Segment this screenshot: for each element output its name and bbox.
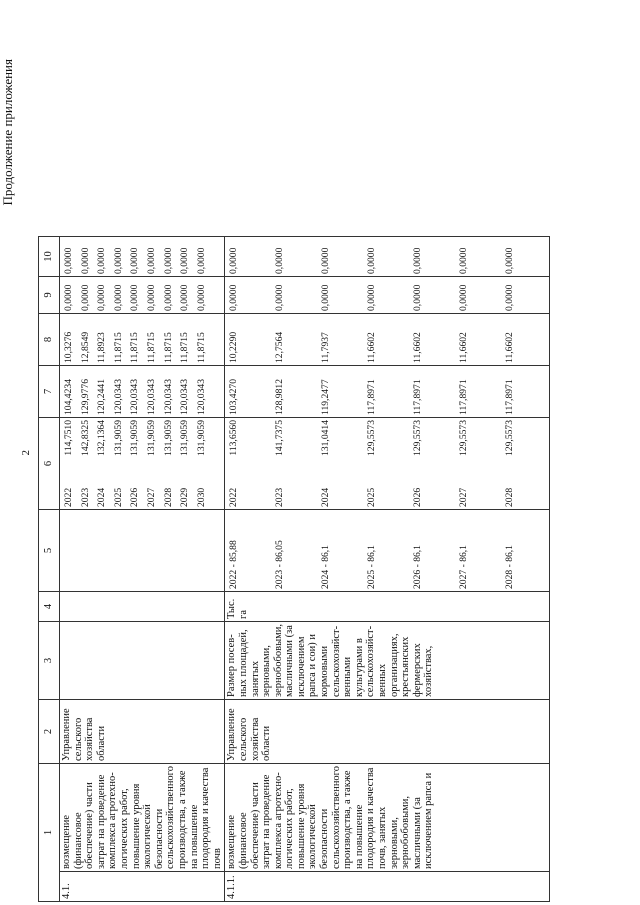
- col7-value: 120,0343: [179, 379, 191, 415]
- header-cell-6: 6: [39, 417, 60, 509]
- year-value: 2027: [145, 487, 157, 507]
- col9-value: 0,0000: [112, 284, 124, 311]
- col10-value: 0,0000: [195, 247, 207, 274]
- col9-value: 0,0000: [162, 284, 174, 311]
- year-funding-line: [364, 420, 410, 507]
- year-value: 2023: [79, 487, 91, 507]
- col7-value: 120,0343: [162, 379, 174, 415]
- col9-value: 0,0000: [129, 284, 141, 311]
- target-value: 2025 - 86,1: [366, 545, 378, 589]
- total-funding-value: 131,9059: [179, 419, 191, 456]
- header-row: [39, 236, 60, 901]
- year-funding-line: [318, 420, 364, 507]
- row-number: 4.1.: [60, 872, 225, 902]
- year-funding-line: [226, 420, 272, 507]
- col9-value: 0,0000: [145, 284, 157, 311]
- total-funding-value: 129,5573: [504, 419, 516, 456]
- col8-value: 11,8715: [195, 332, 207, 363]
- total-funding-value: 131,0414: [320, 419, 332, 456]
- indicator-cell: Размер посев-ных площадей, занятых зерновыми, зернобобовыми, масличными (за исключением рапса и сои) и кормовыми сельскохозяйст-венными культурами в сельскохозяйст-венных организациях, крестьянских фермерских хозяйствах,: [225, 621, 550, 699]
- col10-cell: [60, 236, 225, 276]
- target-value: 2028 - 86,1: [504, 545, 516, 589]
- col10-value: 0,0000: [63, 247, 74, 274]
- year-value: 2026: [129, 487, 141, 507]
- col8-cell: [225, 313, 550, 365]
- year-funding-cell: [60, 417, 225, 509]
- year-funding-line: [94, 420, 111, 507]
- col9-cell: [60, 276, 225, 313]
- total-funding-value: 113,6560: [228, 419, 240, 456]
- col7-value: 117,8971: [458, 379, 470, 415]
- table-row: [225, 236, 550, 901]
- col7-value: 129,9776: [79, 379, 91, 415]
- col8-value: 11,6602: [366, 332, 378, 363]
- col7-cell: [225, 365, 550, 417]
- target-value: 2026 - 86,1: [412, 545, 424, 589]
- year-funding-line: [78, 420, 95, 507]
- year-funding-line: [194, 420, 211, 507]
- col8-value: 12,7564: [274, 331, 286, 363]
- year-value: 2026: [412, 487, 424, 507]
- header-cell-10: 10: [39, 236, 60, 276]
- header-cell-8: 8: [39, 313, 60, 365]
- year-value: 2023: [274, 487, 286, 507]
- col9-value: 0,0000: [274, 284, 286, 311]
- total-funding-value: 142,8325: [79, 419, 91, 456]
- col8-cell: [60, 313, 225, 365]
- year-value: 2024: [320, 487, 332, 507]
- col9-value: 0,0000: [504, 284, 516, 311]
- col9-value: 0,0000: [96, 284, 108, 311]
- total-funding-value: 141,7375: [274, 419, 286, 456]
- col8-value: 12,8549: [79, 331, 91, 363]
- col7-value: 120,0343: [145, 379, 157, 415]
- col9-value: 0,0000: [179, 284, 191, 311]
- year-funding-line: [272, 420, 318, 507]
- col8-value: 11,8715: [179, 332, 191, 363]
- year-value: 2029: [179, 487, 191, 507]
- col8-value: 11,8923: [96, 332, 108, 363]
- col10-cell: [225, 236, 550, 276]
- header-cell-2: 2: [39, 700, 60, 764]
- year-value: 2024: [96, 487, 108, 507]
- total-funding-value: 114,7510: [63, 419, 74, 456]
- total-funding-value: 129,5573: [412, 419, 424, 456]
- year-value: 2022: [63, 487, 74, 507]
- year-value: 2025: [366, 487, 378, 507]
- col8-value: 11,6602: [458, 332, 470, 363]
- col7-value: 120,0343: [112, 379, 124, 415]
- col10-value: 0,0000: [228, 247, 240, 274]
- col9-value: 0,0000: [320, 284, 332, 311]
- col9-value: 0,0000: [195, 284, 207, 311]
- col9-value: 0,0000: [228, 284, 240, 311]
- year-value: 2022: [228, 487, 240, 507]
- appendix-caption: Продолжение приложения: [0, 59, 15, 206]
- target-cell: [225, 509, 550, 591]
- col9-value: 0,0000: [63, 284, 74, 311]
- data-table: [38, 236, 550, 902]
- col10-value: 0,0000: [145, 247, 157, 274]
- header-cell-1: 1: [39, 764, 60, 902]
- col10-value: 0,0000: [179, 247, 191, 274]
- total-funding-value: 129,5573: [458, 419, 470, 456]
- target-value: 2027 - 86,1: [458, 545, 470, 589]
- total-funding-value: 132,1364: [96, 419, 108, 456]
- col7-value: 128,9812: [274, 379, 286, 415]
- col10-value: 0,0000: [274, 247, 286, 274]
- year-funding-line: [161, 420, 178, 507]
- header-cell-4: 4: [39, 591, 60, 621]
- year-funding-line: [456, 420, 502, 507]
- year-funding-line: [127, 420, 144, 507]
- total-funding-value: 131,9059: [145, 419, 157, 456]
- col8-value: 11,8715: [112, 332, 124, 363]
- total-funding-value: 131,9059: [195, 419, 207, 456]
- year-funding-line: [111, 420, 128, 507]
- page-number: 2: [20, 449, 32, 456]
- col7-value: 117,8971: [504, 379, 516, 415]
- header-cell-5: 5: [39, 509, 60, 591]
- col7-value: 120,2441: [96, 379, 108, 415]
- col10-value: 0,0000: [412, 247, 424, 274]
- year-funding-cell: [225, 417, 550, 509]
- col10-value: 0,0000: [504, 247, 516, 274]
- table-row: [60, 236, 225, 901]
- year-funding-line: [144, 420, 161, 507]
- unit-cell: Тыс. га: [225, 591, 550, 621]
- col9-value: 0,0000: [458, 284, 470, 311]
- col10-value: 0,0000: [129, 247, 141, 274]
- col9-value: 0,0000: [412, 284, 424, 311]
- target-value: 2022 - 85,88: [228, 540, 240, 589]
- year-value: 2025: [112, 487, 124, 507]
- header-cell-3: 3: [39, 621, 60, 699]
- col10-value: 0,0000: [162, 247, 174, 274]
- measure-description: возмещение (финансовое обеспечение) части затрат на проведение комплекса агротехно-логических работ, повышение уровня экологической безопасности сельскохозяйственного производства, а также на повышение плодородия и качества почв, занятых зерновыми, зернобобовыми, масличными (за исключением рапса и: [225, 764, 550, 872]
- col10-value: 0,0000: [366, 247, 378, 274]
- header-cell-7: 7: [39, 365, 60, 417]
- col7-value: 120,0343: [195, 379, 207, 415]
- col9-cell: [225, 276, 550, 313]
- responsible-org: Управление сельского хозяйства области: [225, 700, 550, 764]
- col8-value: 10,2290: [228, 331, 240, 363]
- total-funding-value: 129,5573: [366, 419, 378, 456]
- col7-value: 104,4234: [63, 379, 74, 415]
- col7-cell: [60, 365, 225, 417]
- col10-value: 0,0000: [96, 247, 108, 274]
- col7-value: 103,4270: [228, 379, 240, 415]
- col10-value: 0,0000: [79, 247, 91, 274]
- year-funding-line: [177, 420, 194, 507]
- indicator-cell: [60, 621, 225, 699]
- col8-value: 11,6602: [412, 332, 424, 363]
- col10-value: 0,0000: [112, 247, 124, 274]
- measure-description: возмещение (финансовое обеспечение) части затрат на проведение комплекса агротехно-логических работ, повышение уровня экологической безопасности сельскохозяйственного производства, а также на повышение плодородия и качества почв: [60, 764, 225, 872]
- col8-value: 11,6602: [504, 332, 516, 363]
- header-cell-9: 9: [39, 276, 60, 313]
- col10-value: 0,0000: [320, 247, 332, 274]
- total-funding-value: 131,9059: [129, 419, 141, 456]
- total-funding-value: 131,9059: [112, 419, 124, 456]
- target-value: 2023 - 86,05: [274, 540, 286, 589]
- target-cell: [60, 509, 225, 591]
- year-funding-line: [410, 420, 456, 507]
- year-value: 2028: [504, 487, 516, 507]
- col7-value: 117,8971: [366, 379, 378, 415]
- col7-value: 119,2477: [320, 379, 332, 415]
- col10-value: 0,0000: [458, 247, 470, 274]
- year-funding-line: [61, 420, 78, 507]
- col9-value: 0,0000: [79, 284, 91, 311]
- col8-value: 11,7937: [320, 332, 332, 363]
- total-funding-value: 131,9059: [162, 419, 174, 456]
- unit-cell: [60, 591, 225, 621]
- col9-value: 0,0000: [366, 284, 378, 311]
- col8-value: 11,8715: [129, 332, 141, 363]
- year-value: 2027: [458, 487, 470, 507]
- year-value: 2030: [195, 487, 207, 507]
- col8-value: 11,8715: [145, 332, 157, 363]
- col7-value: 117,8971: [412, 379, 424, 415]
- target-value: 2024 - 86,1: [320, 545, 332, 589]
- col8-value: 11,8715: [162, 332, 174, 363]
- year-value: 2028: [162, 487, 174, 507]
- row-number: 4.1.1.: [225, 872, 550, 902]
- year-funding-line: [502, 420, 548, 507]
- col7-value: 120,0343: [129, 379, 141, 415]
- responsible-org: Управление сельского хозяйства области: [60, 700, 225, 764]
- col8-value: 10,3276: [63, 331, 74, 363]
